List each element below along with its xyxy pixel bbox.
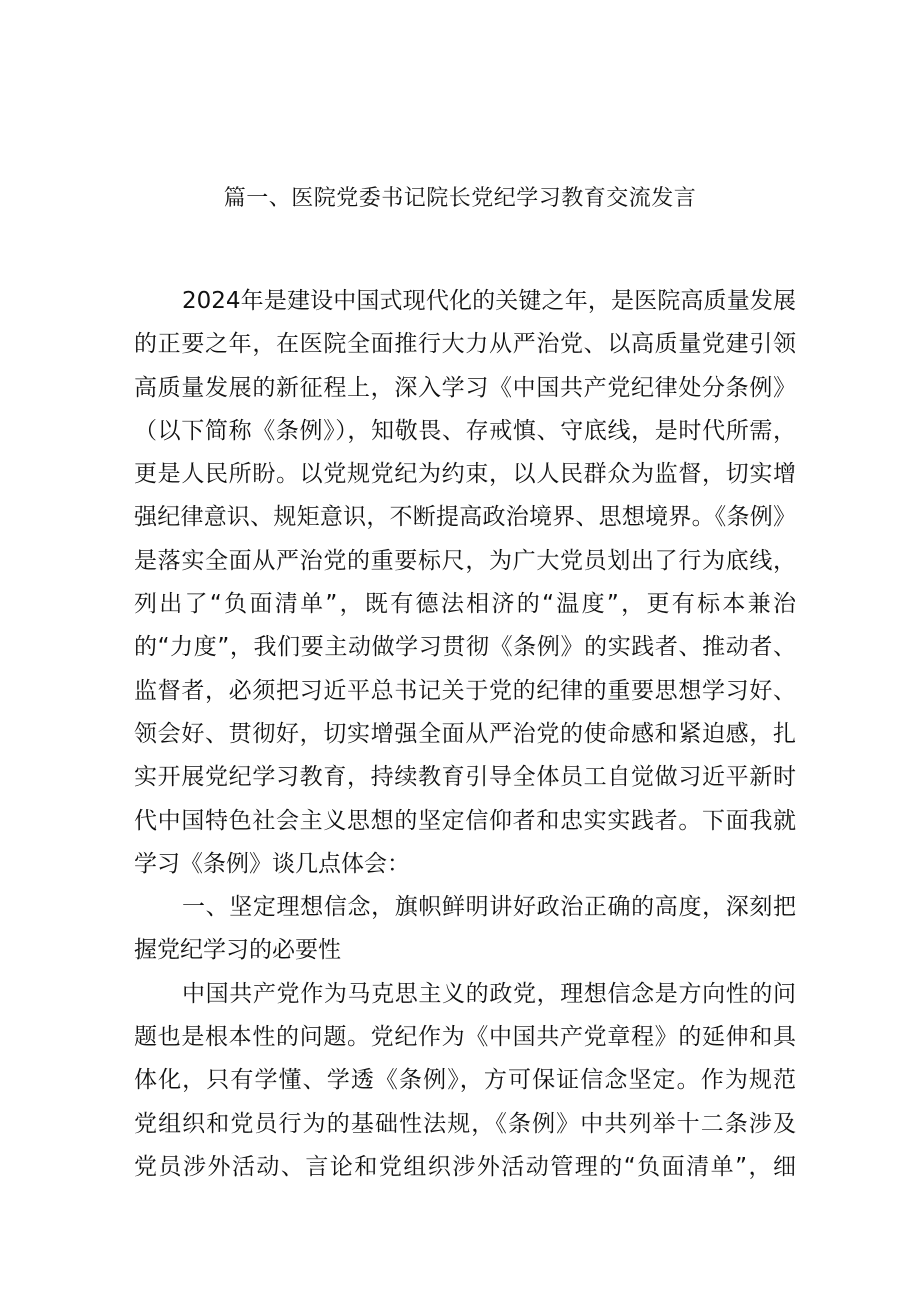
- paragraph-line: 是落实全面从严治党的重要标尺，为广大党员划出了行为底线，: [134, 547, 796, 574]
- paragraph-line: 的“力度”，我们要主动做学习贯彻《条例》的实践者、推动者、: [134, 634, 796, 661]
- paragraph-line: 更是人民所盼。以党规党纪为约束，以人民群众为监督，切实增: [134, 461, 796, 488]
- paragraph-line: 党组织和党员行为的基础性法规，《条例》中共列举十二条涉及: [134, 1110, 796, 1137]
- paragraph-line: 实开展党纪学习教育，持续教育引导全体员工自觉做习近平新时: [134, 764, 796, 791]
- paragraph-line: 列出了“负面清单”，既有德法相济的“温度”，更有标本兼治: [134, 591, 796, 618]
- paragraph-line: 中国共产党作为马克思主义的政党，理想信念是方向性的问: [182, 980, 796, 1007]
- paragraph-line: 高质量发展的新征程上，深入学习《中国共产党纪律处分条例》: [134, 374, 796, 401]
- section-heading-line: 一、坚定理想信念，旗帜鲜明讲好政治正确的高度，深刻把: [182, 894, 796, 921]
- paragraph-line: 党员涉外活动、言论和党组织涉外活动管理的“负面清单”，细: [134, 1153, 796, 1180]
- document-body: [134, 280, 796, 1189]
- paragraph-line: 体化，只有学懂、学透《条例》，方可保证信念坚定。作为规范: [134, 1067, 796, 1094]
- paragraph-line: 领会好、贯彻好，切实增强全面从严治党的使命感和紧迫感，扎: [134, 720, 796, 747]
- document-title: 篇一、医院党委书记院长党纪学习教育交流发言: [223, 186, 697, 211]
- paragraph-line: 学习《条例》谈几点体会：: [134, 850, 410, 877]
- paragraph-line: 代中国特色社会主义思想的坚定信仰者和忠实实践者。下面我就: [134, 807, 796, 834]
- paragraph-line: 题也是根本性的问题。党纪作为《中国共产党章程》的延伸和具: [134, 1024, 796, 1051]
- paragraph-line: 2024年是建设中国式现代化的关键之年，是医院高质量发展: [182, 288, 796, 314]
- section-heading-line: 握党纪学习的必要性: [134, 937, 341, 964]
- paragraph-line: 的正要之年，在医院全面推行大力从严治党、以高质量党建引领: [134, 331, 796, 358]
- paragraph-line: （以下简称《条例》），知敬畏、存戒慎、守底线，是时代所需，: [134, 417, 796, 444]
- paragraph-line: 监督者，必须把习近平总书记关于党的纪律的重要思想学习好、: [134, 677, 796, 704]
- paragraph-line: 强纪律意识、规矩意识，不断提高政治境界、思想境界。《条例》: [134, 504, 796, 531]
